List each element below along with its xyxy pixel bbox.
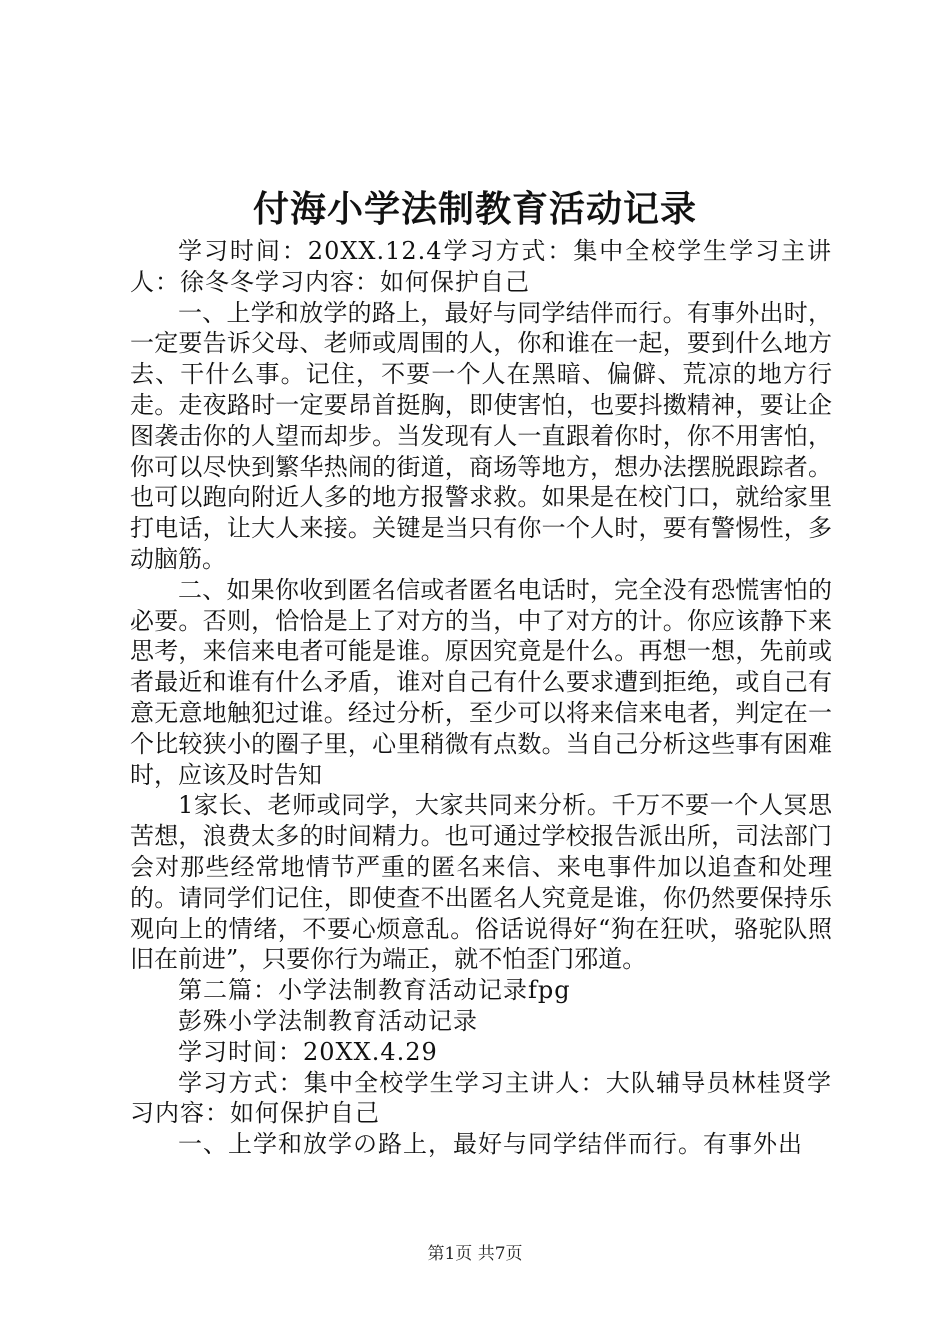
paragraph-second-article-heading: 第二篇：小学法制教育活动记录fpg: [178, 976, 571, 1005]
paragraph-safety-route: 一、上学和放学的路上，最好与同学结伴而行。有事外出时，一定要告诉父母、老师或周围的人，你和谁在一起，要到什么地方去、干什么事。记住，不要一个人在黑暗、偏僻、荒凉的地方行走。走夜路时一定要昂首挺胸，即使害怕，也要抖擞精神，要让企图袭击你的人望而却步。当发现有人一直跟着你时，你不用害怕，你可以尽快到繁华热闹的街道，商场等地方，想办法摆脱跟踪者。也可以跑向附近人多的地方报警求救。如果是在校门口，就给家里打电话，让大人来接。关键是当只有你一个人时，要有警惕性，多动脑筋。: [130, 298, 832, 573]
document-body: [130, 236, 832, 1160]
paragraph-second-safety-route: 一、上学和放学の路上，最好与同学结伴而行。有事外出: [178, 1130, 803, 1159]
document-title: 付海小学法制教育活动记录: [252, 188, 697, 230]
paragraph-study-info: 学习时间：20XX.12.4学习方式：集中全校学生学习主讲人：徐冬冬学习内容：如何保护自己: [130, 237, 832, 296]
paragraph-second-study-info: 学习方式：集中全校学生学习主讲人：大队辅导员林桂贤学习内容：如何保护自己: [130, 1068, 832, 1128]
paragraph-second-article-title: 彭殊小学法制教育活动记录: [178, 1006, 478, 1035]
paragraph-second-study-time: 学习时间：20XX.4.29: [178, 1037, 438, 1066]
paragraph-anonymous-letters: 二、如果你收到匿名信或者匿名电话时，完全没有恐慌害怕的必要。否则，恰恰是上了对方的当，中了对方的计。你应该静下来思考，来信来电者可能是谁。原因究竟是什么。再想一想，先前或者最近和谁有什么矛盾，谁对自己有什么要求遭到拒绝，或自己有意无意地触犯过谁。经过分析，至少可以将来信来电者，判定在一个比较狭小的圈子里，心里稍微有点数。当自己分析这些事有困难时，应该及时告知: [130, 575, 832, 789]
page-indicator: 第1页 共7页: [427, 1244, 523, 1264]
paragraph-inform-parents: 1家长、老师或同学，大家共同来分析。千万不要一个人冥思苦想，浪费太多的时间精力。也可通过学校报告派出所，司法部门会对那些经常地情节严重的匿名来信、来电事件加以追查和处理的。请同学们记住，即使查不出匿名人究竟是谁，你仍然要保持乐观向上的情绪，不要心烦意乱。俗话说得好“狗在狂吠，骆驼队照旧在前进”，只要你行为端正，就不怕歪门邪道。: [130, 791, 832, 974]
